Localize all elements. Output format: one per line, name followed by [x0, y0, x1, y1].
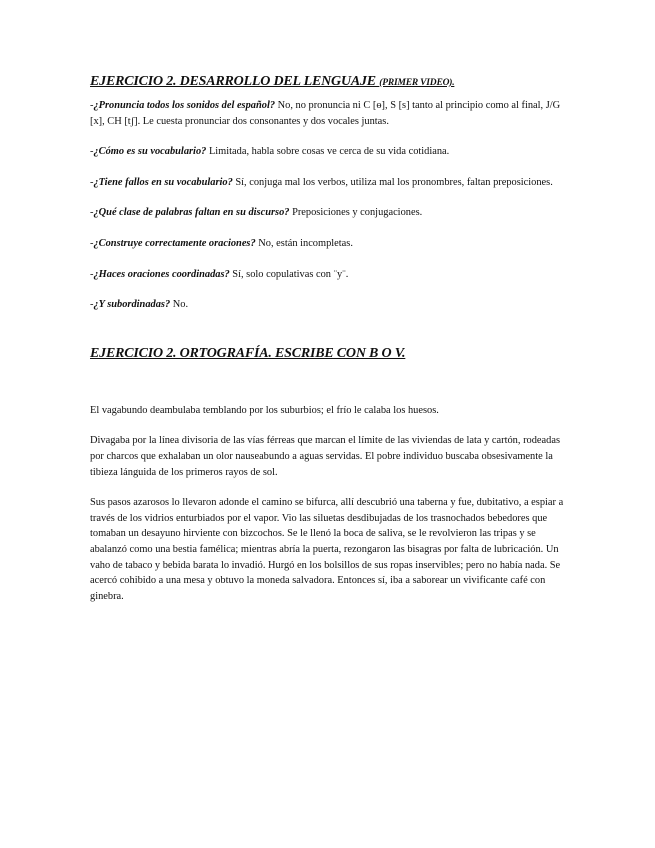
answer-text: Limitada, habla sobre cosas ve cerca de su vida cotidiana. — [206, 146, 450, 158]
item-prefix: - — [90, 237, 94, 249]
question-list — [90, 98, 566, 313]
item-prefix: - — [90, 207, 94, 219]
section1-heading — [90, 74, 566, 90]
question-item — [90, 297, 566, 313]
question-text: ¿Y subordinadas? — [93, 299, 171, 311]
question-text: ¿Qué clase de palabras faltan en su discurso? — [93, 207, 290, 219]
question-item — [90, 144, 566, 160]
answer-text: No, no pronuncia ni C [ɵ], S [s] tanto al principio como al final, J/G [x], CH [tʃ]. Le cuesta pronunciar dos consonantes y dos vocales juntas. — [90, 100, 561, 127]
item-prefix: - — [90, 176, 94, 188]
question-item — [90, 236, 566, 252]
answer-text: Sí, conjuga mal los verbos, utiliza mal los pronombres, faltan preposiciones. — [232, 176, 553, 188]
answer-text: Sí, solo copulativas con ¨y¨. — [229, 268, 349, 280]
question-text: ¿Haces oraciones coordinadas? — [93, 268, 230, 280]
section1-title-main: EJERCICIO 2. DESARROLLO DEL LENGUAJE — [90, 74, 380, 89]
question-item — [90, 267, 566, 283]
answer-text: No, están incompletas. — [255, 237, 353, 249]
question-text: ¿Construye correctamente oraciones? — [93, 237, 256, 249]
item-prefix: - — [90, 100, 94, 111]
item-prefix: - — [90, 299, 94, 311]
section2-heading: EJERCICIO 2. ORTOGRAFÍA. ESCRIBE CON B O V. — [90, 345, 406, 361]
document-content — [90, 74, 566, 619]
question-item — [90, 175, 566, 191]
question-text: ¿Pronuncia todos los sonidos del español? — [93, 100, 276, 111]
question-text: ¿Tiene fallos en su vocabulario? — [93, 176, 233, 188]
answer-text: Preposiciones y conjugaciones. — [289, 207, 423, 219]
item-prefix: - — [90, 268, 94, 280]
paragraph: Divagaba por la línea divisoria de las vías férreas que marcan el límite de las viviendas de lata y cartón, rodeadas por charcos que exhalaban un olor nauseabundo a aguas servidas. El pobre individuo buscaba obsesivamente la tibieza lánguida de los primeros rayos de sol. — [90, 435, 560, 478]
question-item — [90, 205, 566, 221]
section1-title-small: (PRIMER VIDEO). — [379, 78, 455, 88]
paragraph: El vagabundo deambulaba temblando por los suburbios; el frío le calaba los huesos. — [90, 404, 439, 416]
answer-text: No. — [170, 299, 189, 311]
question-text: ¿Cómo es su vocabulario? — [93, 146, 207, 158]
question-item — [90, 98, 566, 129]
paragraph: Sus pasos azarosos lo llevaron adonde el camino se bifurca, allí descubrió una taberna y fue, dubitativo, a espiar a través de los vidrios enturbiados por el vapor. Vio las siluetas desdibujadas de los trasnochados bebedores que tomaban un desayuno hirviente con bizcochos. Se le llenó la boca de saliva, se le revolvieron las tripas y se abalanzó como una bestia famélica; mientras abría la puerta, rezongaron las bisagras por falta de lubricación. Un vaho de tabaco y bebida barata lo invadió. Hurgó en los bolsillos de sus ropas inservibles; pero no había nada. Se acercó cohibido a una mesa y obtuvo la moneda salvadora. Entonces sí, iba a saborear un vivificante café con ginebra. — [90, 497, 564, 602]
item-prefix: - — [90, 146, 94, 158]
